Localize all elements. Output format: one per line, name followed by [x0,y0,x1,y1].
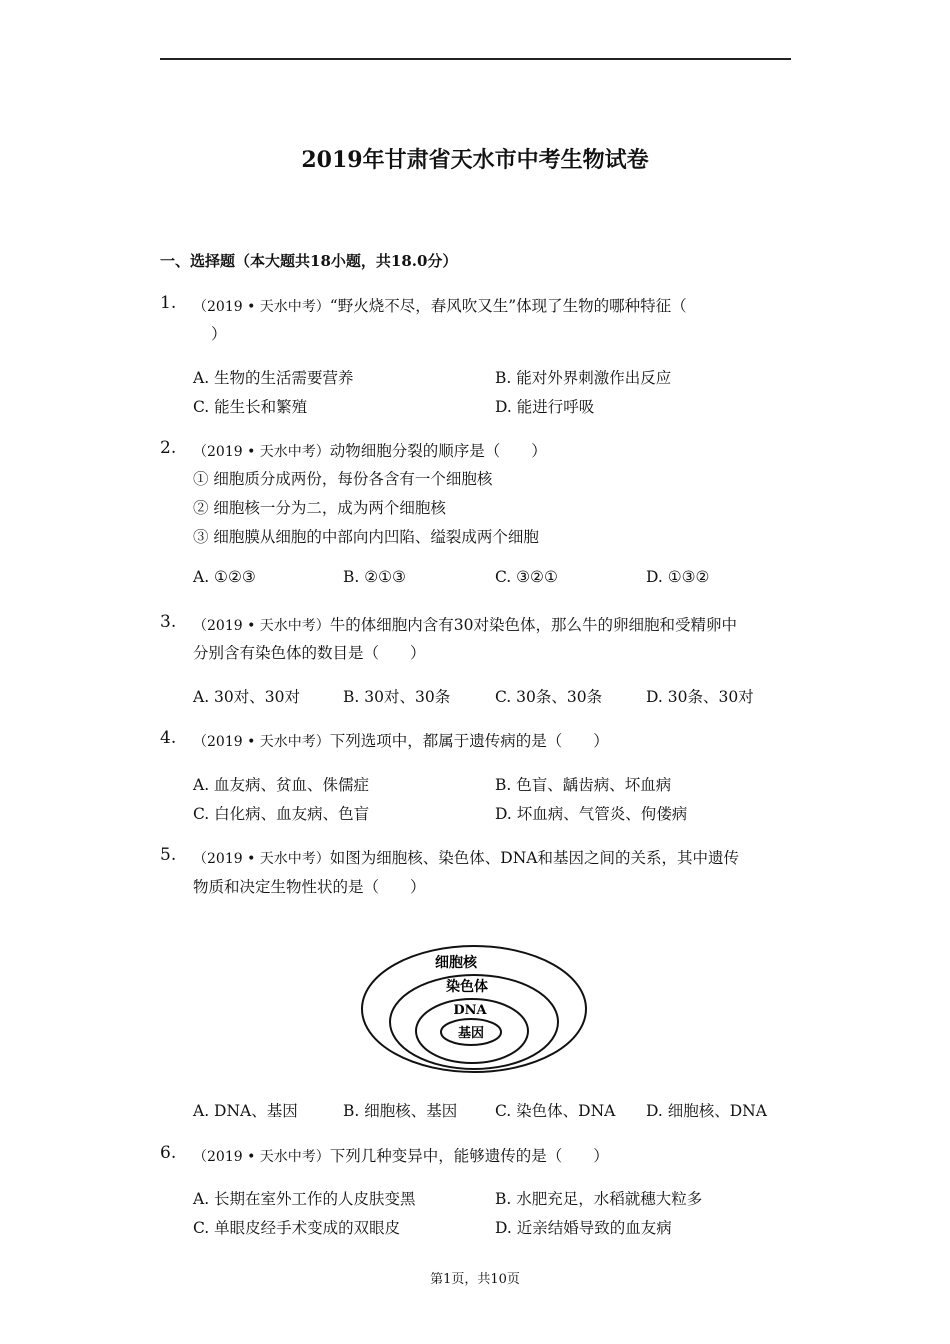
header-rule [160,58,791,60]
question-number: 1. [160,293,177,313]
question-stem [193,439,547,461]
question-text: 下列几种变异中，能够遗传的是（ ） [329,1147,609,1165]
question-stem [193,729,609,751]
option-c: C. 能生长和繁殖 [193,398,308,416]
option-d: D. 坏血病、气管炎、佝偻病 [495,805,688,823]
option-a: A. 30对、30对 [193,688,300,706]
section-heading: 一、选择题（本大题共18小题，共18.0分） [160,252,458,270]
question-text: “野火烧不尽，春风吹又生”体现了生物的哪种特征（ [329,297,687,315]
question-text: 牛的体细胞内含有30对染色体，那么牛的卵细胞和受精卵中 [329,616,738,634]
question-stem [193,294,687,316]
option-c: C. 单眼皮经手术变成的双眼皮 [193,1219,401,1237]
question-source: （2019 • 天水中考） [193,734,330,750]
option-d: D. ①③② [646,568,710,586]
option-d: D. 30条、30对 [646,688,754,706]
statement-2: ② 细胞核一分为二，成为两个细胞核 [193,499,446,517]
question-source: （2019 • 天水中考） [193,618,330,634]
option-b: B. ②①③ [343,568,406,586]
question-text: 下列选项中，都属于遗传病的是（ ） [329,732,609,750]
question-number: 4. [160,728,177,748]
question-number: 3. [160,612,177,632]
page-footer: 第1页，共10页 [430,1272,520,1287]
option-a: A. 长期在室外工作的人皮肤变黑 [193,1190,416,1208]
option-c: C. ③②① [495,568,558,586]
question-text: 分别含有染色体的数目是（ ） [193,644,426,662]
question-stem [193,613,737,635]
option-a: A. 血友病、贫血、侏儒症 [193,776,370,794]
option-a: A. DNA、基因 [193,1102,298,1120]
option-d: D. 近亲结婚导致的血友病 [495,1219,672,1237]
question-text: 如图为细胞核、染色体、DNA和基因之间的关系，其中遗传 [329,849,739,867]
option-d: D. 能进行呼吸 [495,398,595,416]
nucleus-chromosome-dna-gene-diagram [360,943,590,1075]
question-source: （2019 • 天水中考） [193,851,330,867]
question-stem [193,1144,609,1166]
page-title: 2019年甘肃省天水市中考生物试卷 [301,147,649,173]
question-source: （2019 • 天水中考） [193,299,330,315]
statement-1: ① 细胞质分成两份，每份各含有一个细胞核 [193,470,493,488]
option-b: B. 能对外界刺激作出反应 [495,369,672,387]
label-gene: 基因 [457,1026,485,1041]
question-source: （2019 • 天水中考） [193,1149,330,1165]
option-a: A. ①②③ [193,568,256,586]
question-text: 物质和决定生物性状的是（ ） [193,878,426,896]
label-dna: DNA [453,1003,487,1018]
label-nucleus: 细胞核 [435,955,477,971]
option-c: C. 30条、30条 [495,688,603,706]
option-d: D. 细胞核、DNA [646,1102,767,1120]
question-number: 2. [160,438,177,458]
label-chromosome: 染色体 [446,979,488,995]
question-text: ） [211,325,227,343]
option-b: B. 细胞核、基因 [343,1102,458,1120]
question-number: 5. [160,845,177,865]
statement-3: ③ 细胞膜从细胞的中部向内凹陷、缢裂成两个细胞 [193,528,539,546]
question-text: 动物细胞分裂的顺序是（ ） [329,442,547,460]
question-number: 6. [160,1143,177,1163]
option-c: C. 染色体、DNA [495,1102,616,1120]
question-stem [193,846,739,868]
option-b: B. 30对、30条 [343,688,451,706]
option-a: A. 生物的生活需要营养 [193,369,354,387]
option-c: C. 白化病、血友病、色盲 [193,805,370,823]
option-b: B. 色盲、龋齿病、坏血病 [495,776,672,794]
option-b: B. 水肥充足，水稻就穗大粒多 [495,1190,703,1208]
question-source: （2019 • 天水中考） [193,444,330,460]
